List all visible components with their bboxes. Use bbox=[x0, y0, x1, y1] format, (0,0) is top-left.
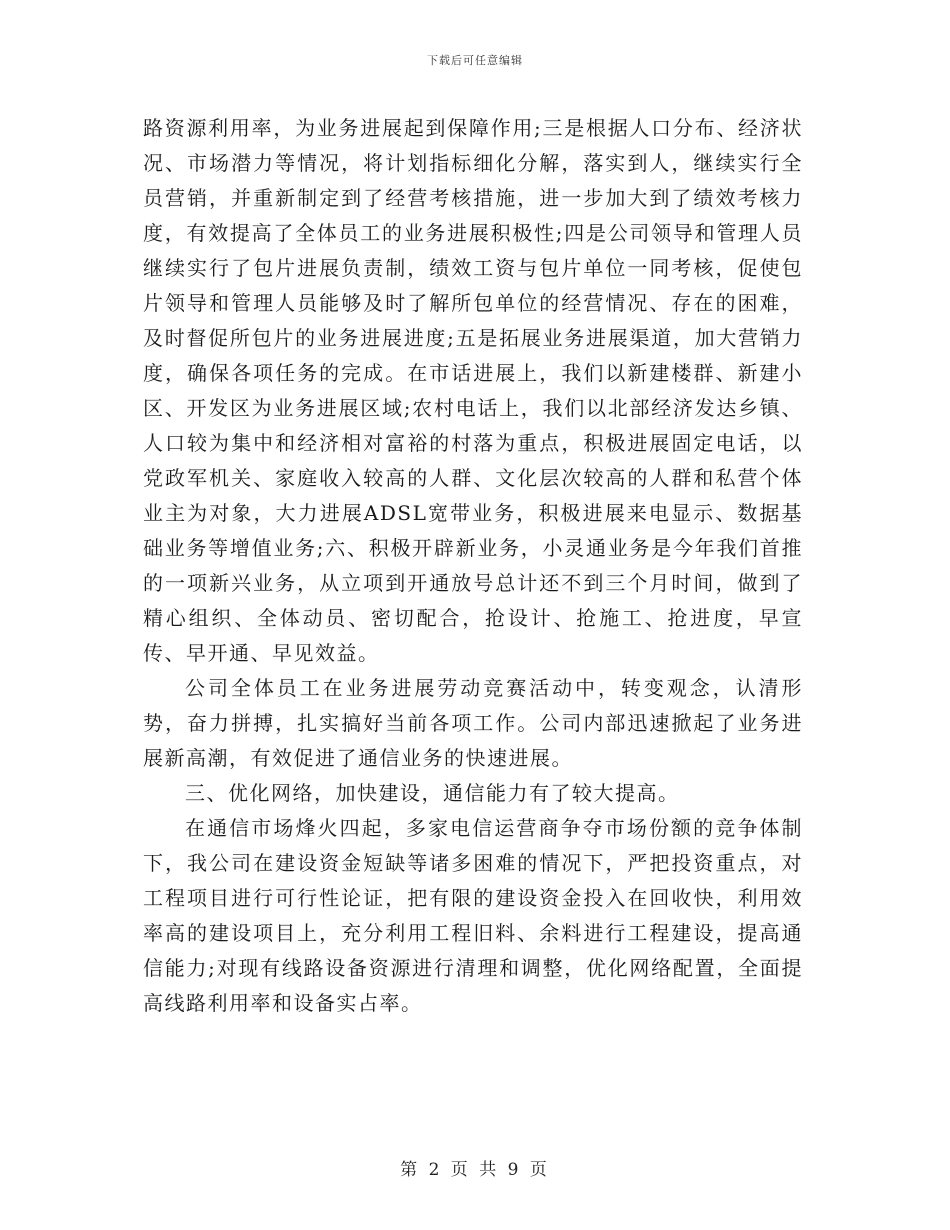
section-heading-3: 三、优化网络，加快建设，通信能力有了较大提高。 bbox=[185, 781, 680, 805]
paragraph-1: 路资源利用率，为业务进展起到保障作用;三是根据人口分布、经济状况、市场潜力等情况，将计划指标细化分解，落实到人，继续实行全员营销，并重新制定到了经营考核措施，进一步加大到了绩效考核力度，有效提高了全体员工的业务进展积极性;四是公司领导和管理人员继续实行了包片进展负责制，绩效工资与包片单位一同考核，促使包片领导和管理人员能够及时了解所包单位的经营情况、存在的困难，及时督促所包片的业务进展进度;五是拓展业务进展渠道，加大营销力度，确保各项任务的完成。在市话进展上，我们以新建楼群、新建小区、开发区为业务进展区域;农村电话上，我们以北部经济发达乡镇、人口较为集中和经济相对富裕的村落为重点，积极进展固定电话，以党政军机关、家庭收入较高的人群、文化层次较高的人群和私营个体业主为对象，大力进展ADSL宽带业务，积极进展来电显示、数据基础业务等增值业务;六、积极开辟新业务，小灵通业务是今年我们首推的一项新兴业务，从立项到开通放号总计还不到三个月时间，做到了精心组织、全体动员、密切配合，抢设计、抢施工、抢进度，早宣传、早开通、早见效益。 bbox=[143, 116, 803, 665]
page-header: 下载后可任意编辑 bbox=[427, 54, 523, 67]
paragraph-2: 公司全体员工在业务进展劳动竞赛活动中，转变观念，认清形势，奋力拼搏，扎实搞好当前各项工作。公司内部迅速掀起了业务进展新高潮，有效促进了通信业务的快速进展。 bbox=[143, 676, 803, 770]
document-body bbox=[143, 111, 803, 1021]
paragraph-4: 在通信市场烽火四起，多家电信运营商争夺市场份额的竞争体制下，我公司在建设资金短缺等诸多困难的情况下，严把投资重点，对工程项目进行可行性论证，把有限的建设资金投入在回收快，利用效率高的建设项目上，充分利用工程旧料、余料进行工程建设，提高通信能力;对现有线路设备资源进行清理和调整，优化网络配置，全面提高线路利用率和设备实占率。 bbox=[143, 816, 803, 1015]
page-number-footer: 第 2 页 共 9 页 bbox=[400, 1160, 550, 1180]
